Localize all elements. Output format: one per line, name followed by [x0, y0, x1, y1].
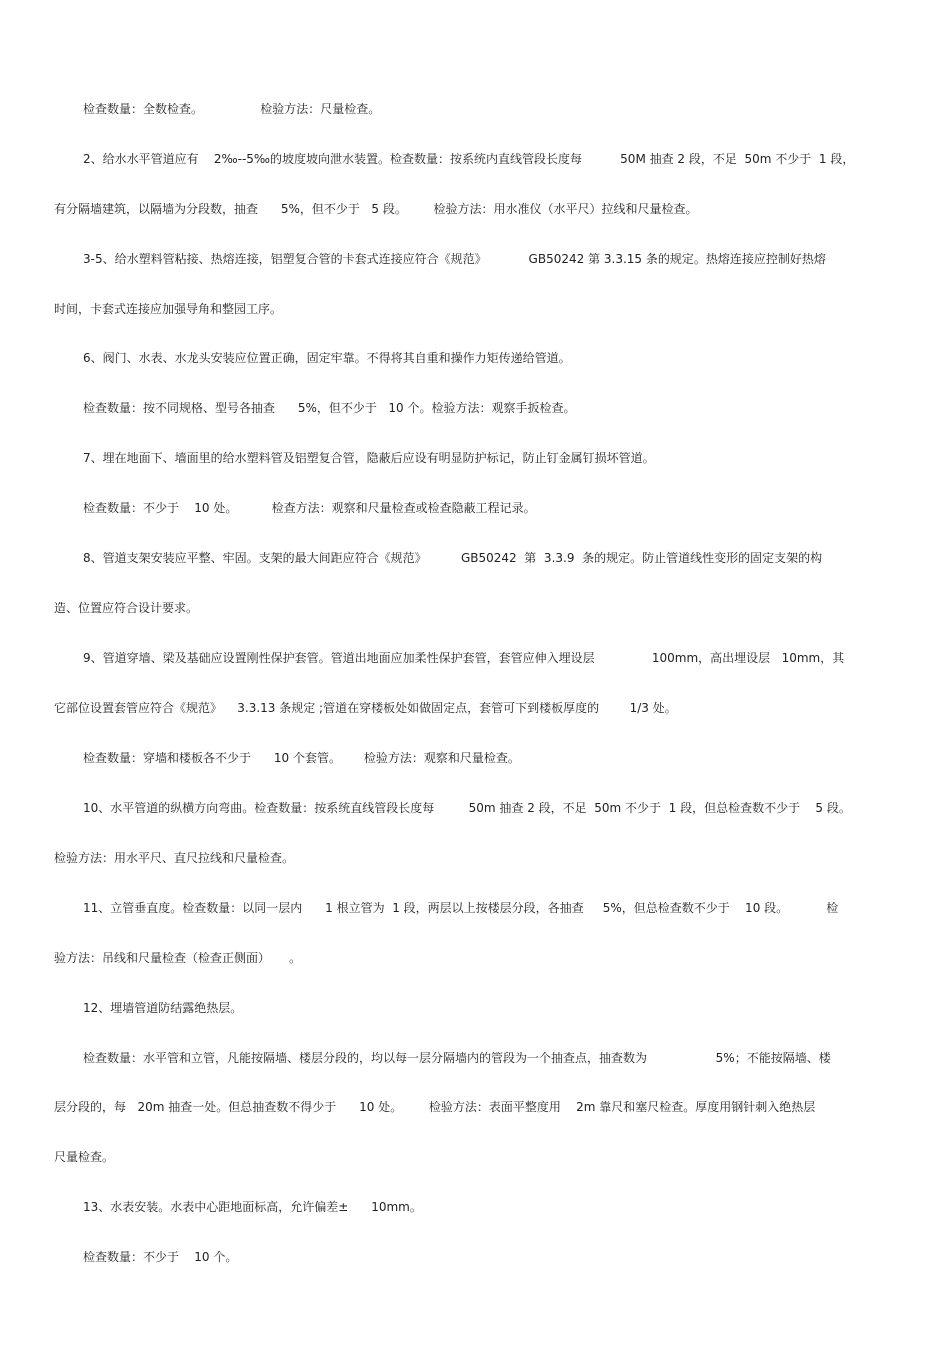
text-line: 验方法：吊线和尺量检查（检查正侧面） 。: [54, 951, 302, 965]
text-line: 2、给水水平管道应有 2‰--5‰的坡度坡向泄水装置。检查数量：按系统内直线管段长度每 50M 抽查 2 段，不足 50m 不少于 1 段，: [83, 152, 855, 166]
text-line: 检查数量：水平管和立管，凡能按隔墙、楼层分段的，均以每一层分隔墙内的管段为一个抽查点，抽查数为 5%；不能按隔墙、楼: [83, 1051, 831, 1065]
text-line: 造、位置应符合设计要求。: [54, 601, 199, 615]
text-line: 检查数量：不少于 10 个。: [83, 1250, 238, 1264]
text-line: 检查数量：按不同规格、型号各抽查 5%，但不少于 10 个。检验方法：观察手扳检查。: [83, 401, 576, 415]
text-line: 10、水平管道的纵横方向弯曲。检查数量：按系统直线管段长度每 50m 抽查 2 段，不足 50m 不少于 1 段，但总检查数不少于 5 段。: [83, 801, 851, 815]
text-line: 检查数量：不少于 10 处。 检查方法：观察和尺量检查或检查隐蔽工程记录。: [83, 501, 536, 515]
text-line: 7、埋在地面下、墙面里的给水塑料管及铝塑复合管，隐蔽后应设有明显防护标记，防止钉金属钉损坏管道。: [83, 451, 655, 465]
text-line: 6、阀门、水表、水龙头安装应位置正确，固定牢靠。不得将其自重和操作力矩传递给管道。: [83, 351, 571, 365]
text-line: 3-5、给水塑料管粘接、热熔连接，铝塑复合管的卡套式连接应符合《规范》 GB50242 第 3.3.15 条的规定。热熔连接应控制好热熔: [83, 252, 826, 266]
text-line: 时间，卡套式连接应加强导角和整园工序。: [54, 302, 283, 316]
text-line: 检验方法：用水平尺、直尺拉线和尺量检查。: [54, 851, 295, 865]
text-line: 检查数量：穿墙和楼板各不少于 10 个套管。 检验方法：观察和尺量检查。: [83, 751, 520, 765]
text-line: 检查数量：全数检查。 检验方法：尺量检查。: [83, 102, 381, 116]
text-line: 层分段的，每 20m 抽查一处。但总抽查数不得少于 10 处。 检验方法：表面平整度用 2m 靠尺和塞尺检查。厚度用钢针刺入绝热层: [54, 1100, 816, 1114]
text-line: 9、管道穿墙、梁及基础应设置刚性保护套管。管道出地面应加柔性保护套管，套管应伸入埋设层 100mm，高出埋设层 10mm，其: [83, 651, 845, 665]
text-line: 8、管道支架安装应平整、牢固。支架的最大间距应符合《规范》 GB50242 第 3.3.9 条的规定。防止管道线性变形的固定支架的构: [83, 551, 823, 565]
text-line: 有分隔墙建筑，以隔墙为分段数，抽查 5%，但不少于 5 段。 检验方法：用水准仪（水平尺）拉线和尺量检查。: [54, 202, 698, 216]
text-line: 11、立管垂直度。检查数量：以同一层内 1 根立管为 1 段，两层以上按楼层分段，各抽查 5%，但总检查数不少于 10 段。 检: [83, 901, 839, 915]
text-line: 12、埋墙管道防结露绝热层。: [83, 1001, 243, 1015]
text-line: 13、水表安装。水表中心距地面标高，允许偏差± 10mm。: [83, 1200, 422, 1214]
text-line: 尺量检查。: [54, 1150, 115, 1164]
text-line: 它部位设置套管应符合《规范》 3.3.13 条规定 ;管道在穿楼板处如做固定点，套管可下到楼板厚度的 1/3 处。: [54, 701, 677, 715]
